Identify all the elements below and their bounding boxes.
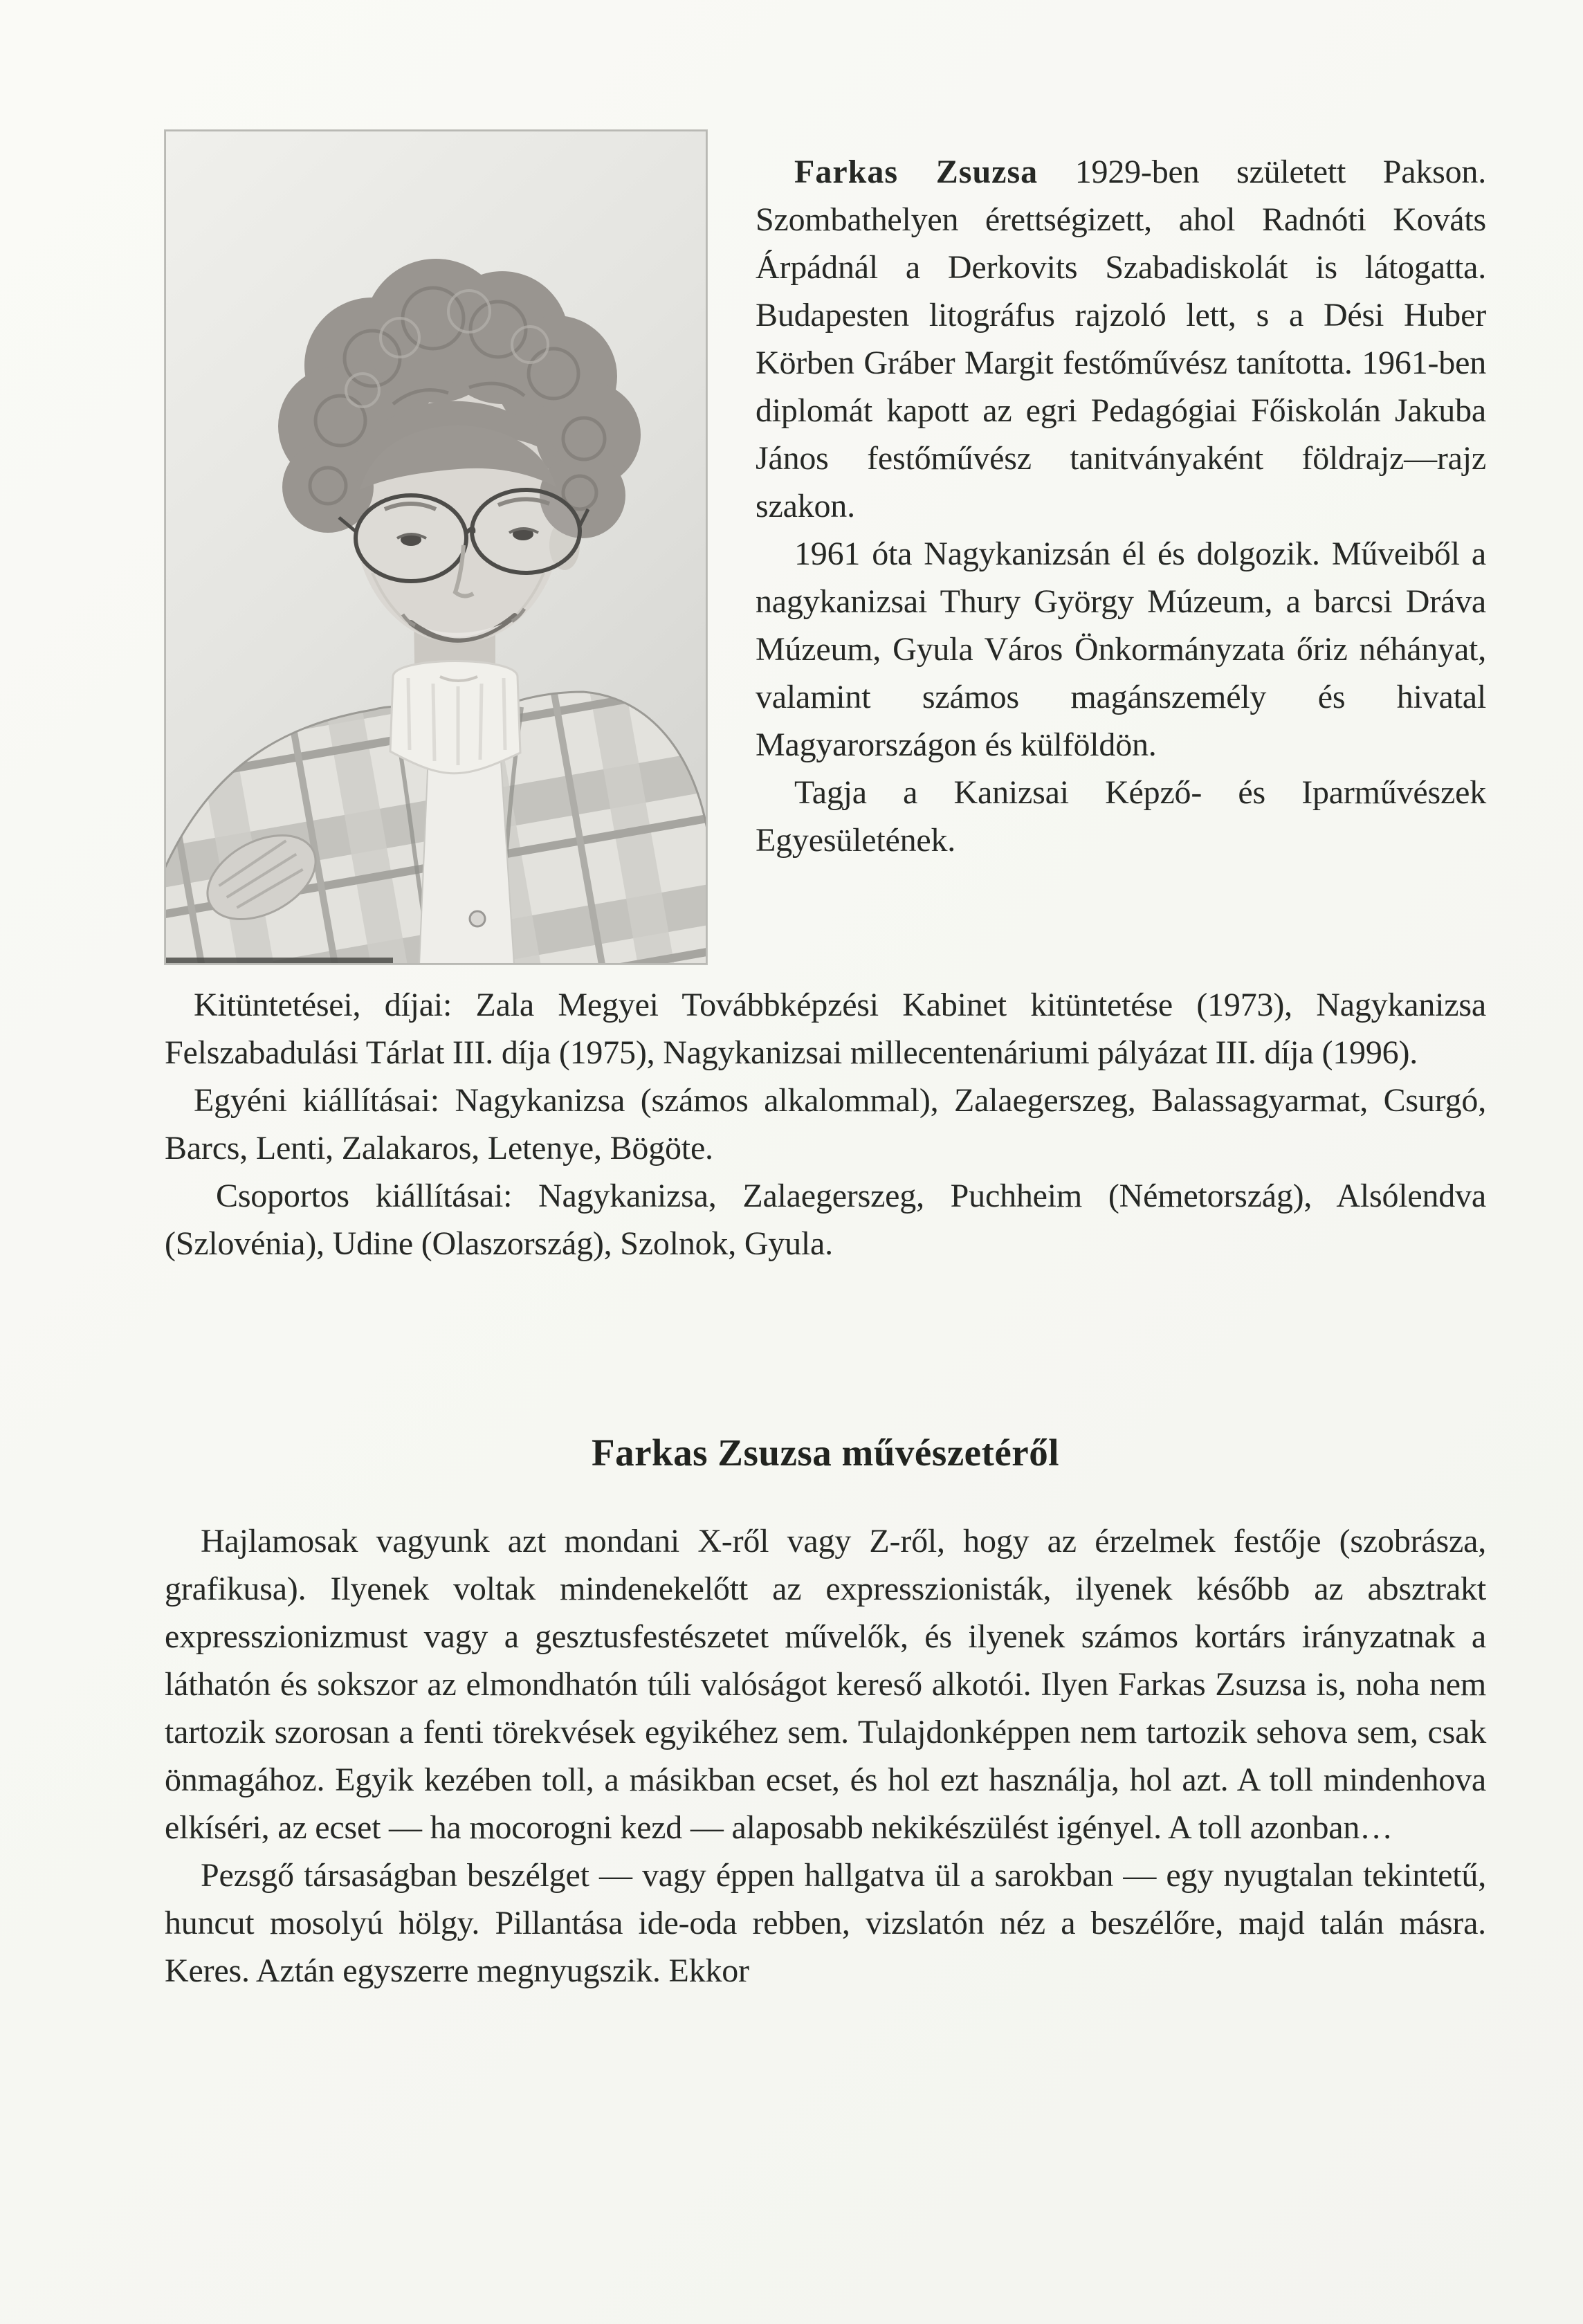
bio-text-column (756, 148, 1486, 864)
bio-paragraph-1-text: 1929-ben született Pakson. Szombathelyen érettségizett, ahol Radnóti Kováts Árpádnál a Derkovits Szabadiskolát is látogatta. Budapesten litográfus rajzoló lett, s a Dési Huber Körben Gráber Margit festőművész tanította. 1961-ben diplomát kapott az egri Pedagógiai Főiskolán Jakuba János festőművész tanitványaként földrajz—rajz szakon. (756, 154, 1486, 524)
bio-paragraph-3: Tagja a Kanizsai Képző- és Iparművészek Egyesületének. (756, 774, 1486, 859)
essay-heading: Farkas Zsuzsa művészetéről (592, 1431, 1059, 1474)
awards-paragraph: Kitüntetései, díjai: Zala Megyei Továbbképzési Kabinet kitüntetése (1973), Nagykanizsa Felszabadulási Tárlat III. díja (1975), Nagykanizsai millecentenáriumi pályázat III. díja (1996). (165, 987, 1486, 1071)
bio-paragraph-1 (756, 148, 1486, 530)
essay-section (165, 1517, 1486, 1995)
bio-section (165, 130, 1486, 964)
group-exhibitions-paragraph: Csoportos kiállításai: Nagykanizsa, Zalaegerszeg, Puchheim (Németország), Alsólendva (Szlovénia), Udine (Olaszország), Szolnok, Gyula. (165, 1178, 1486, 1262)
artist-name: Farkas Zsuzsa (794, 154, 1038, 190)
essay-paragraph-2: Pezsgő társaságban beszélget — vagy éppen hallgatva ül a sarokban — egy nyugtalan tekintetű, huncut mosolyú hölgy. Pillantása ide-oda rebben, vizslatón néz a beszélőre, majd talán másra. Keres. Aztán egyszerre megnyugszik. Ekkor (165, 1857, 1486, 1989)
bio-paragraph-2: 1961 óta Nagykanizsán él és dolgozik. Műveiből a nagykanizsai Thury György Múzeum, a barcsi Dráva Múzeum, Gyula Város Önkormányzata őriz néhányat, valamint számos magánszemély és hivatal Magyarországon és külföldön. (756, 536, 1486, 763)
portrait-photo (165, 130, 707, 964)
turtleneck (390, 661, 520, 774)
essay-paragraph-1: Hajlamosak vagyunk azt mondani X-ről vagy Z-ről, hogy az érzelmek festője (szobrásza, grafikusa). Ilyenek voltak mindenekelőtt az expresszionisták, ilyenek később az absztrakt expresszionizmust vagy a gesztusfestészetet művelők, és ilyenek számos kortárs irányzatnak a láthatón és sokszor az elmondhatón túli valóságot kereső alkotói. Ilyen Farkas Zsuzsa is, noha nem tartozik szorosan a fenti törekvések egyikéhez sem. Tulajdonképpen nem tartozik sehova sem, csak önmagához. Egyik kezében toll, a másikban ecset, és hol ezt használja, hol azt. A toll mindenhova elkíséri, az ecset — ha mocorogni kezd — alaposabb nekikészülést igényel. A toll azonban… (165, 1523, 1486, 1846)
details-section (165, 981, 1486, 1268)
solo-exhibitions-paragraph: Egyéni kiállításai: Nagykanizsa (számos alkalommal), Zalaegerszeg, Balassagyarmat, Csurgó, Barcs, Lenti, Zalakaros, Letenye, Bögöte. (165, 1082, 1486, 1166)
portrait-photo-illustration (165, 130, 707, 964)
